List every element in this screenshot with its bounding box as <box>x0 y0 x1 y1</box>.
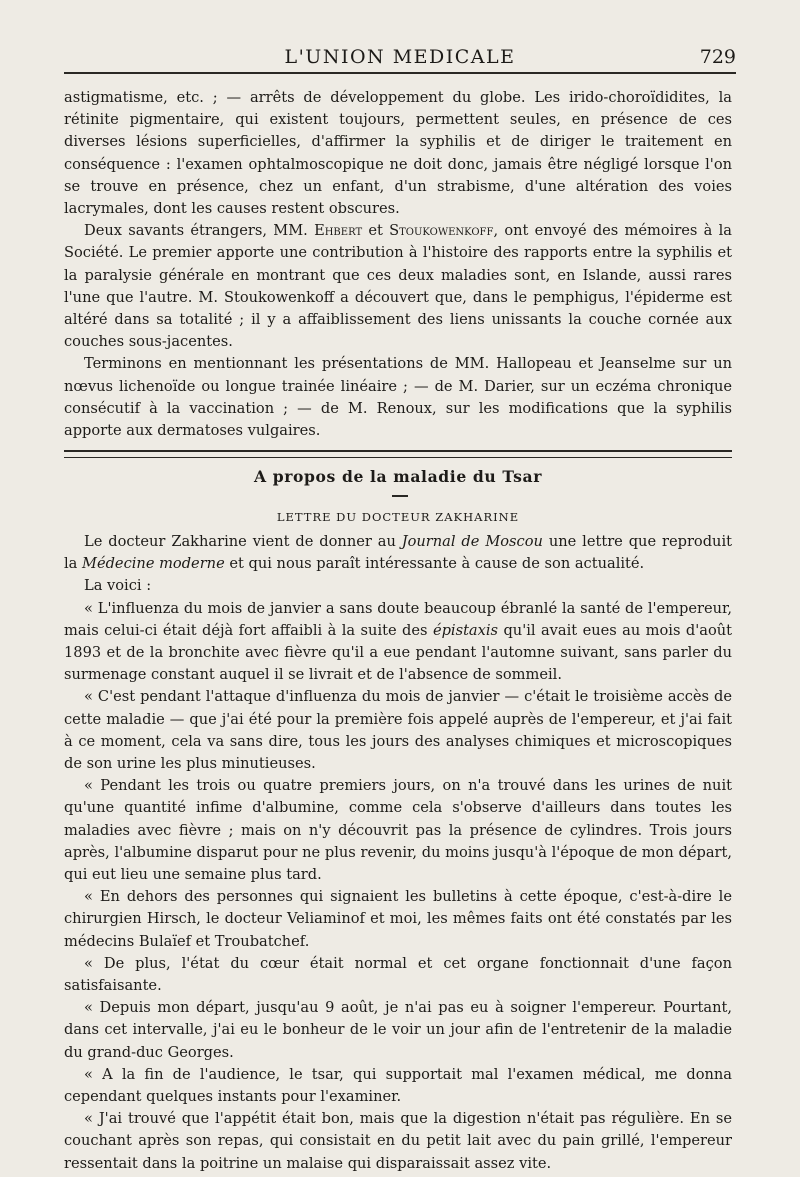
paragraph-foreign-savants <box>64 220 732 353</box>
quote-paragraph-4: « En dehors des personnes qui signaient les bulletins à cette époque, c'est-à-dire le chirurgien Hirsch, le docteur Veliaminof et moi, les mêmes faits ont été constatés par les médecins Bulaïef et Troubatchef. <box>64 888 732 950</box>
letter-heading: LETTRE DU DOCTEUR ZAKHARINE <box>276 510 520 524</box>
running-head <box>64 46 736 76</box>
paragraph-la-voici: La voici : <box>84 577 152 595</box>
quote-paragraph-1 <box>64 598 732 687</box>
text-fragment: Deux savants étrangers, MM. <box>84 222 315 240</box>
quote-paragraph-3: « Pendant les trois ou quatre premiers jours, on n'a trouvé dans les urines de nuit qu'une quantité infime d'albumine, comme cela s'observe d'ailleurs dans toutes les maladies avec fièvre ; mais on n'y découvrit pas la présence de cylindres. Trois jours après, l'albumine disparut pour ne plus revenir, du moins jusqu'à l'époque de mon départ, qui eut lieu une semaine plus tard. <box>64 777 732 884</box>
quote-paragraph-6: « Depuis mon départ, jusqu'au 9 août, je n'ai pas eu à soigner l'empereur. Pourtant, dans cet intervalle, j'ai eu le bonheur de le voir un jour afin de l'entretenir de la maladie du grand-duc Georges. <box>64 999 732 1061</box>
header-rule <box>64 72 736 74</box>
quote-paragraph-7: « A la fin de l'audience, le tsar, qui supportait mal l'examen médical, me donna cependant quelques instants pour l'examiner. <box>64 1065 732 1106</box>
page-number: 729 <box>699 46 736 68</box>
text-fragment: Le docteur Zakharine vient de donner au <box>84 533 402 550</box>
previous-article-end <box>64 87 732 442</box>
journal-name: Journal de Moscou <box>401 533 543 550</box>
paragraph-intro <box>64 531 732 575</box>
article-body <box>64 531 732 1175</box>
author-name-ehbert: Ehbert <box>314 222 363 240</box>
paragraph-ophthalmoscopy: astigmatisme, etc. ; — arrêts de développement du globe. Les irido-choroïdidites, la rétinite pigmentaire, qui existent toujours, permettent seules, en présence de ces diverses lésions superficielles, d'affirmer la syphilis et de diriger le traitement en conséquence : l'examen ophtalmoscopique ne doit donc, jamais être négligé lorsque l'on se trouve en présence, chez un enfant, d'un strabisme, d'une altération des voies lacrymales, dont les causes restent obscures. <box>64 89 732 218</box>
paragraph-presentations: Terminons en mentionnant les présentations de MM. Hallopeau et Jeanselme sur un nœvus lichenoïde ou longue trainée linéaire ; — de M. Darier, sur un eczéma chronique consécutif à la vaccination ; — de M. Renoux, sur les modifications que la syphilis apporte aux dermatoses vulgaires. <box>64 355 732 440</box>
quote-paragraph-8: « J'ai trouvé que l'appétit était bon, mais que la digestion n'était pas régulière. En se couchant après son repas, qui consistait en du petit lait avec du pain grillé, l'empereur ressentait dans la poitrine un malaise qui disparaissait assez vite. <box>64 1110 732 1172</box>
journal-name: Médecine moderne <box>82 555 225 573</box>
text-fragment: qu'il avait eues au mois d'août 1893 et de la bronchite avec fièvre qu'il a eue pendant l'automne suivant, sans parler du surmenage constant auquel il se livrait et de l'absence de sommeil. <box>64 621 732 684</box>
quote-paragraph-2: « C'est pendant l'attaque d'influenza du mois de janvier — c'était le troisième accès de cette maladie — que j'ai été pour la première fois appelé auprès de l'empereur, et j'ai fait à ce moment, cela va sans dire, tous les jours des analyses chimiques et microscopiques de son urine les plus minutieuses. <box>64 688 732 773</box>
text-fragment: et qui nous paraît intéressante à cause de son actualité. <box>224 555 645 573</box>
title-dash <box>392 495 408 497</box>
text-fragment: , ont envoyé des mémoires à la Société. Le premier apporte une contribution à l'histoire des rapports entre la syphilis et la paralysie générale en montrant que ces deux maladies sont, en Islande, aussi rares l'une que l'autre. M. Stoukowenkoff a découvert que, dans le pemphigus, l'épiderme est altéré dans sa totalité ; il y a affaiblissement des liens unissants la couche cornée aux couches sous-jacentes. <box>64 222 732 351</box>
text-fragment: « L'influenza du mois de janvier a sans doute beaucoup ébranlé la santé de l'empereur, mais celui-ci était déjà fort affaibli à la suite des <box>64 599 732 639</box>
italic-term: épistaxis <box>432 621 499 639</box>
article-title: A propos de la maladie du Tsar <box>253 467 543 486</box>
quote-paragraph-5: « De plus, l'état du cœur était normal et cet organe fonctionnait d'une façon satisfaisante. <box>64 954 732 995</box>
journal-title: L'UNION MEDICALE <box>284 46 516 68</box>
section-divider <box>64 450 732 458</box>
text-fragment: et <box>362 222 390 240</box>
text-fragment: une lettre que reproduit la <box>64 533 732 573</box>
author-name-stoukowenkoff: Stoukowenkoff <box>389 222 494 240</box>
